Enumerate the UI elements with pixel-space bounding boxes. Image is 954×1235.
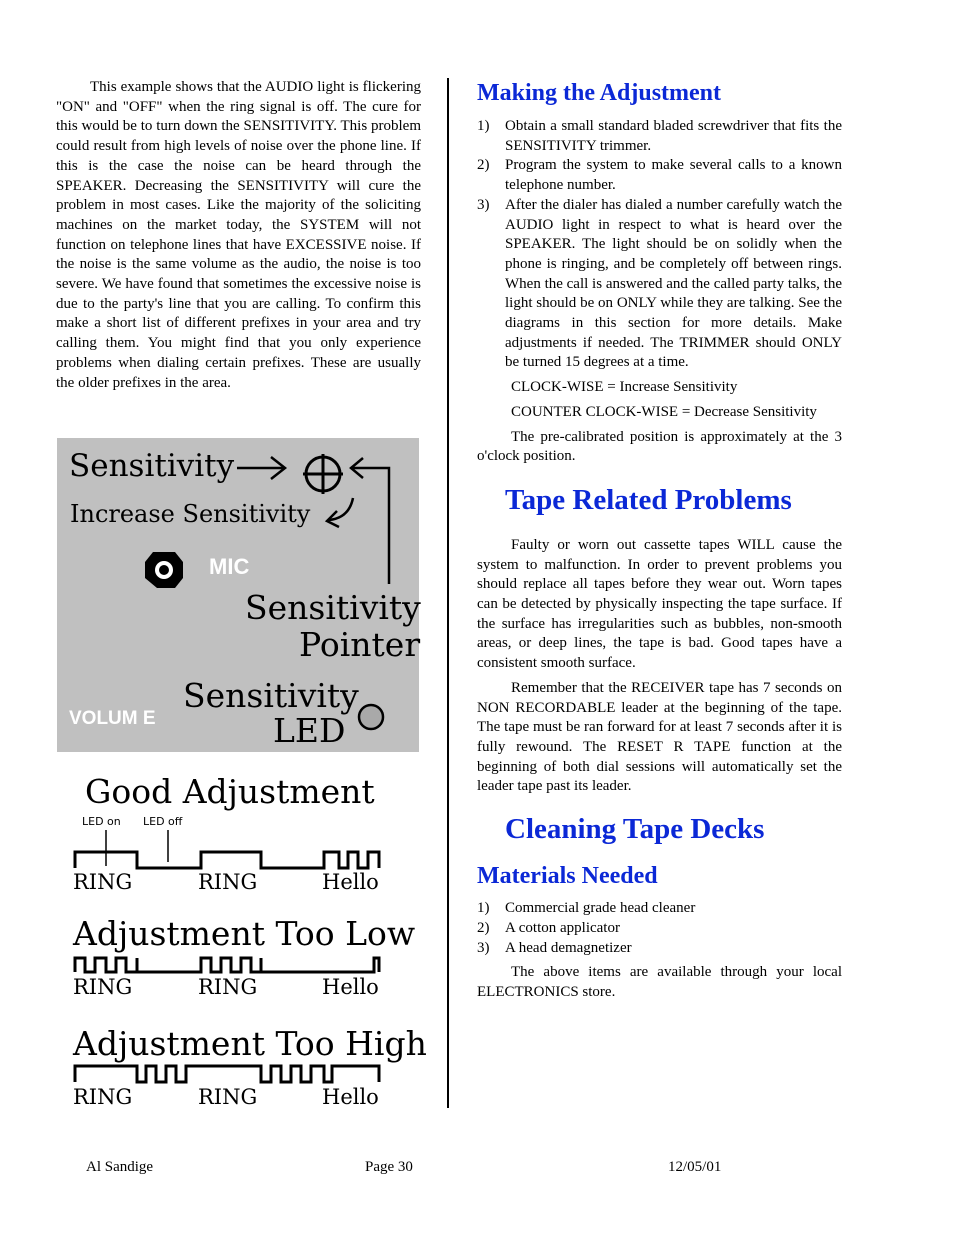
ring-label: RING — [73, 975, 133, 999]
ring-label: RING — [198, 975, 258, 999]
clockwise-note: CLOCK-WISE = Increase Sensitivity — [511, 379, 738, 396]
pointer-label-line2: Pointer — [299, 625, 421, 664]
list-item: 1) Commercial grade head cleaner — [477, 900, 696, 917]
rotate-arrow-icon — [327, 498, 353, 527]
sensitivity-diagram — [57, 438, 419, 752]
pointer-label-line1: Sensitivity — [245, 588, 421, 627]
materials-list — [477, 899, 842, 958]
good-adjustment-title: Good Adjustment — [85, 772, 375, 811]
counter-clockwise-note: COUNTER CLOCK-WISE = Decrease Sensitivity — [511, 403, 817, 420]
low-waveform — [75, 958, 379, 972]
pointer-arrow-icon — [351, 458, 389, 584]
list-item: 3) After the dialer has dialed a number carefully watch the AUDIO light in respect to what is heard over the SPEAKER. The light should be on solidly when the phone is ringing, and be completely off between rings. When the call is answered and the called party talks, the light should be on ONLY while they are talking. See the diagrams in this section for more details. Make adjustments if needed. The TRIMMER should ONLY be turned 15 degrees at a time. — [477, 196, 842, 371]
volume-label: VOLUM E — [69, 708, 156, 729]
waveform-graphics — [56, 770, 426, 1100]
high-waveform — [75, 1066, 379, 1082]
column-divider — [447, 78, 449, 1108]
too-high-title: Adjustment Too High — [73, 1024, 427, 1063]
ring-label: RING — [73, 1085, 133, 1109]
list-item: 2) Program the system to make several calls to a known telephone number. — [477, 157, 842, 194]
hello-label: Hello — [322, 975, 379, 999]
materials-heading: Materials Needed — [477, 863, 658, 890]
mic-label: MIC — [209, 554, 250, 579]
hello-label: Hello — [322, 870, 379, 894]
left-column — [56, 78, 421, 393]
ring-label: RING — [198, 1085, 258, 1109]
list-item: 1) Obtain a small standard bladed screwdriver that fits the SENSITIVITY trimmer. — [477, 118, 842, 154]
led-icon — [359, 705, 383, 729]
tape-problems-heading: Tape Related Problems — [505, 483, 792, 516]
sensitivity-label: Sensitivity — [69, 448, 235, 484]
list-item: 3) A head demagnetizer — [477, 939, 632, 956]
trimmer-knob-icon — [303, 454, 343, 494]
footer-date: 12/05/01 — [668, 1159, 722, 1175]
too-low-title: Adjustment Too Low — [73, 914, 416, 953]
led-label-line2: LED — [273, 711, 346, 750]
adjustment-steps — [477, 117, 842, 373]
good-waveform — [75, 852, 379, 868]
making-adjustment-heading: Making the Adjustment — [477, 80, 722, 106]
led-label-line1: Sensitivity — [183, 676, 359, 715]
ring-label: RING — [198, 870, 258, 894]
led-on-label: LED on — [82, 815, 121, 828]
adjustment-diagrams — [56, 770, 427, 1109]
diagram-graphics — [57, 438, 419, 752]
right-arrow-icon — [237, 457, 285, 479]
right-column — [477, 78, 842, 1003]
cleaning-heading: Cleaning Tape Decks — [505, 813, 765, 846]
intro-paragraph: This example shows that the AUDIO light is flickering "ON" and "OFF" when the ring signal is off. The cure for this would be to turn down the SENSITIVITY. This problem could result from high levels of noise over the phone line. If this is the case the noise can be heard through the SPEAKER. Decreasing the SENSITIVITY will cure the problem in most cases. Like the majority of the soliciting machines on the market today, the SYSTEM will not function on telephone lines that have EXCESSIVE noise. If the noise is the same volume as the audio, the noise is too severe. We have found that sometimes the excessive noise is due to the party's line that you are calling. To confirm this make a short list of different prefixes in your area and try calling them. You might find that you only experience problems when dialing certain prefixes. These are usually the older prefixes in the area. — [56, 79, 421, 391]
footer-page-number: Page 30 — [365, 1159, 413, 1175]
increase-sensitivity-label: Increase Sensitivity — [70, 500, 311, 528]
ring-label: RING — [73, 870, 133, 894]
hello-label: Hello — [322, 1085, 379, 1109]
mic-knob-icon — [145, 552, 183, 588]
tape-paragraph-1: Faulty or worn out cassette tapes WILL cause the system to malfunction. In order to prevent problems you should replace all tapes before they wear out. Worn tapes can be detected by physically inspecting the tape surface. If the surface has irregularities such as bubbles, non-smooth areas, or deep lines, the tape is bad. Good tapes have a consistent smooth surface. — [477, 536, 842, 672]
led-off-label: LED off — [143, 815, 183, 828]
precalibrated-note: The pre-calibrated position is approximately at the 3 o'clock position. — [477, 428, 842, 465]
list-item: 2) A cotton applicator — [477, 919, 620, 936]
closing-paragraph: The above items are available through your local ELECTRONICS store. — [477, 964, 842, 1000]
tape-paragraph-2: Remember that the RECEIVER tape has 7 seconds on NON RECORDABLE leader at the beginning of the tape. The tape must be ran forward for at least 7 seconds after it is fully rewound. The RESET R TAPE function at the beginning of both dial sessions will automatically set the leader tape past its leader. — [477, 679, 842, 795]
footer-author: Al Sandige — [86, 1159, 154, 1175]
